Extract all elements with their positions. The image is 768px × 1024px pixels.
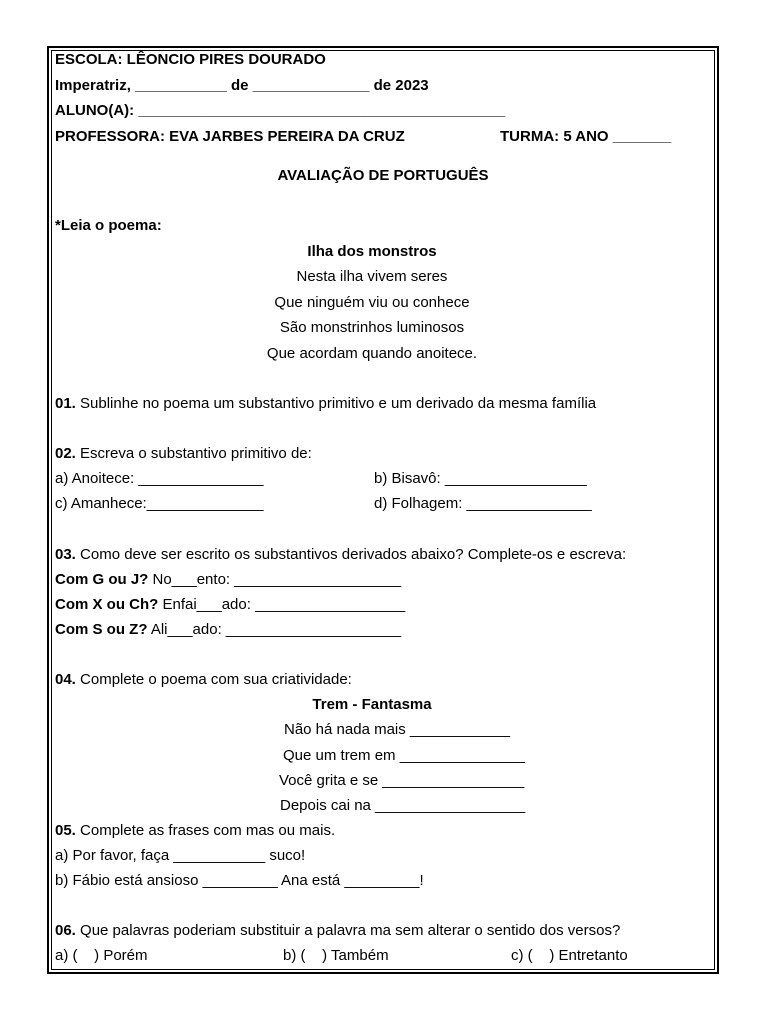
answer-option: a) ( ) Porém [55,947,148,964]
answer-option: b) ( ) Também [283,947,389,964]
poem2-title: Trem - Fantasma [312,696,432,713]
city-date-line: Imperatriz, ___________ de ______________ de 2023 [55,77,429,94]
answer-option: c) Amanhece:______________ [55,495,264,512]
question-5 [55,822,335,840]
q3-item [55,621,401,639]
poem2-line: Depois cai na __________________ [280,797,526,814]
q3-item-label: Com X ou Ch? [55,596,159,613]
answer-option: a) Por favor, faça ___________ suco! [55,847,306,864]
answer-option: c) ( ) Entretanto [511,947,628,964]
poem1-line: Que ninguém viu ou conhece [274,294,470,311]
question-text: Complete o poema com sua criatividade: [75,671,352,688]
poem1-line: Que acordam quando anoitece. [266,345,478,362]
question-number: 02. [55,445,76,462]
student-name-line: ALUNO(A): ____________________________________________ [55,102,506,119]
exam-title: AVALIAÇÃO DE PORTUGUÊS [277,167,489,184]
poem1-title: Ilha dos monstros [307,243,437,260]
question-4 [55,671,352,689]
question-number: 01. [55,395,76,412]
q3-item-label: Com S ou Z? [55,621,148,638]
q3-item [55,571,401,589]
poem2-line: Você grita e se _________________ [279,772,525,789]
question-text: Que palavras poderiam substituir a palavra ma sem alterar o sentido dos versos? [75,922,621,939]
q3-item-text: No___ento: ____________________ [148,571,402,588]
class-line: TURMA: 5 ANO _______ [500,128,672,145]
poem1-line: São monstrinhos luminosos [279,319,465,336]
q3-item-text: Enfai___ado: __________________ [158,596,406,613]
question-number: 03. [55,546,76,563]
answer-option: b) Fábio está ansioso _________ Ana está _________! [55,872,424,889]
answer-option: b) Bisavô: _________________ [374,470,587,487]
question-number: 05. [55,822,76,839]
poem2-line: Que um trem em _______________ [283,747,525,764]
question-1 [55,395,596,413]
question-6 [55,922,620,940]
teacher-name: PROFESSORA: EVA JARBES PEREIRA DA CRUZ [55,128,405,145]
answer-option: d) Folhagem: _______________ [374,495,592,512]
question-3 [55,546,626,564]
question-2 [55,445,312,463]
question-text: Complete as frases com mas ou mais. [75,822,336,839]
question-text: Como deve ser escrito os substantivos derivados abaixo? Complete-os e escreva: [75,546,627,563]
q3-item-label: Com G ou J? [55,571,149,588]
question-number: 04. [55,671,76,688]
poem2-line: Não há nada mais ____________ [284,721,511,738]
q3-item-text: Ali___ado: _____________________ [147,621,402,638]
read-poem-instruction: *Leia o poema: [55,217,162,234]
q3-item [55,596,405,614]
poem1-line: Nesta ilha vivem seres [296,268,448,285]
answer-option: a) Anoitece: _______________ [55,470,264,487]
school-name: ESCOLA: LÊONCIO PIRES DOURADO [55,51,326,68]
question-text: Sublinhe no poema um substantivo primitivo e um derivado da mesma família [75,395,597,412]
question-number: 06. [55,922,76,939]
question-text: Escreva o substantivo primitivo de: [75,445,312,462]
